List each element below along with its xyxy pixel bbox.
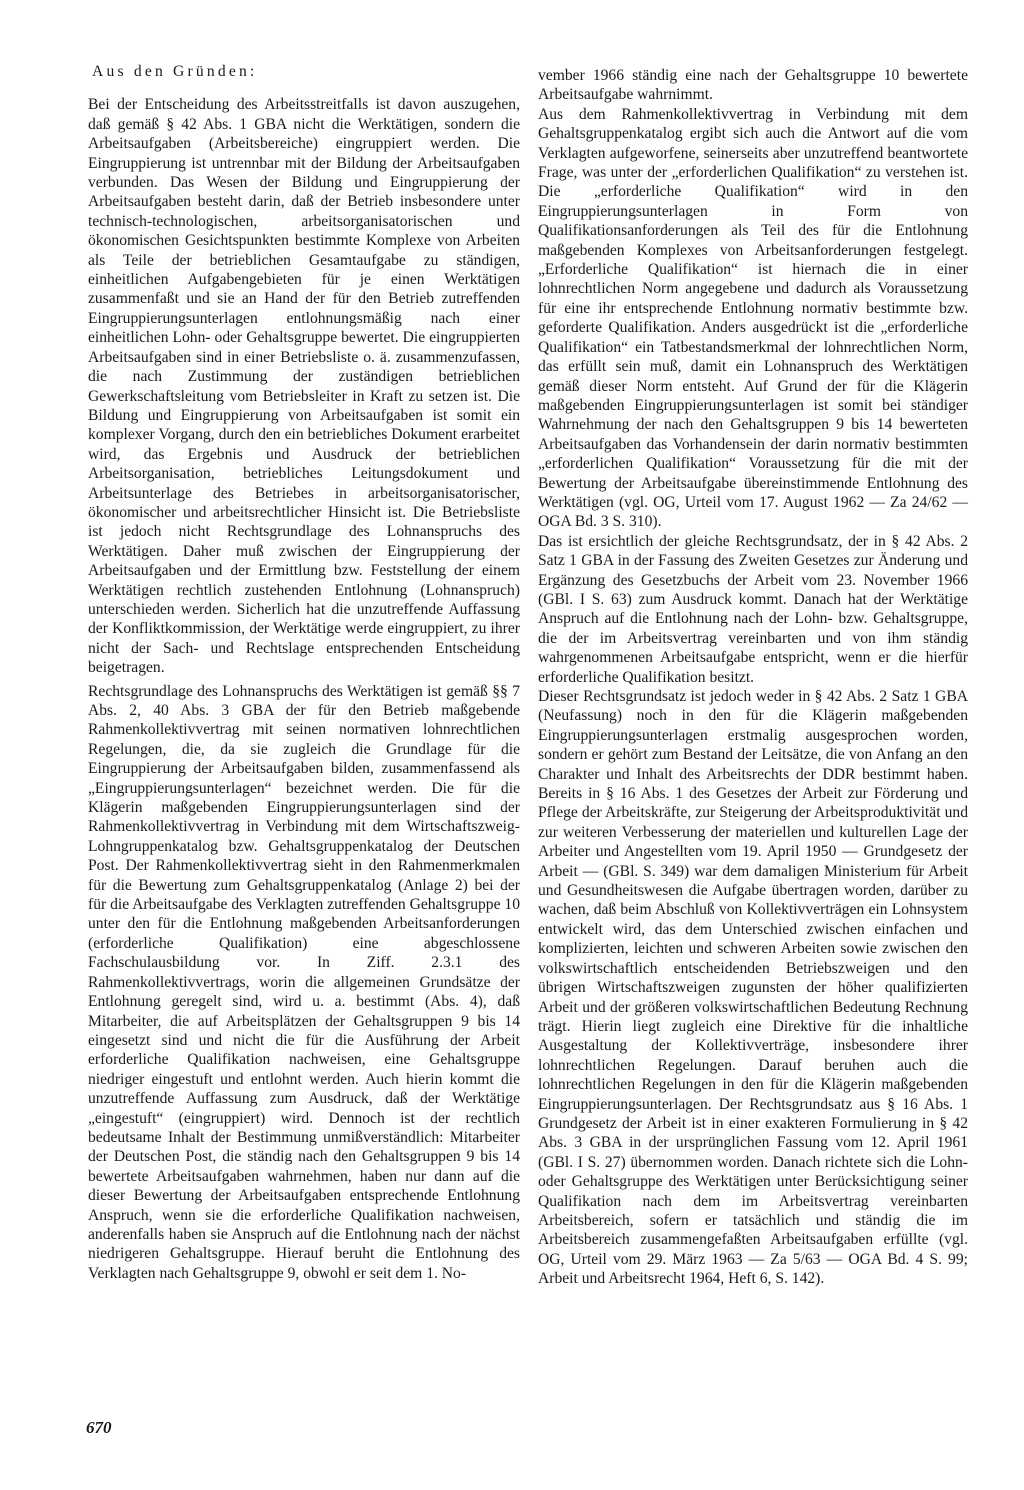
section-heading: Aus den Gründen:	[92, 63, 258, 80]
paragraph: Aus dem Rahmenkollektivvertrag in Verbindung mit dem Gehaltsgruppenkatalog ergibt sich auch die Antwort auf die vom Verklagten aufgeworfene, seinerseits aber unzutreffend beantwortete Frage, was unter der „erforderlichen Qualifikation“ zu verstehen ist. Die „erforderliche Qualifikation“ wird in den Eingruppierungsunterlagen in Form von Qualifikationsanforderungen als Teil des für die Entlohnung maßgebenden Komplexes von Arbeitsanforderungen festgelegt. „Erforderliche Qualifikation“ ist hiernach die in einer lohnrechtlichen Norm angegebene und dadurch als Voraussetzung für eine ihr entsprechende Entlohnung normativ bestimmte bzw. geforderte Qualifikation. Anders ausgedrückt ist die „erforderliche Qualifikation“ ein Tatbestandsmerkmal der lohnrechtlichen Norm, das erfüllt sein muß, damit ein Lohnanspruch des Werktätigen gemäß dieser Norm entsteht. Auf Grund der für die Klägerin maßgebenden Eingruppierungsunterlagen ist somit bei ständiger Wahrnehmung der nach den Gehaltsgruppen 9 bis 14 bewerteten Arbeitsaufgaben das Vorhandensein der darin normativ bestimmten „erforderlichen Qualifikation“ Voraussetzung für die mit der Bewertung der Arbeitsaufgabe übereinstimmende Entlohnung des Werktätigen (vgl. OG, Urteil vom 17. August 1962 — Za 24/62 — OGA Bd. 3 S. 310).	[538, 105, 968, 531]
paragraph: Dieser Rechtsgrundsatz ist jedoch weder in § 42 Abs. 2 Satz 1 GBA (Neufassung) noch in den für die Klägerin maßgebenden Eingruppierungsunterlagen erstmalig ausgesprochen worden, sondern er gehört zum Bestand der Leitsätze, die von Anfang an den Charakter und Inhalt des Arbeitsrechts der DDR bestimmt haben. Bereits in § 16 Abs. 1 des Gesetzes der Arbeit zur Förderung und Pflege der Arbeitskräfte, zur Steigerung der Arbeitsproduktivität und zur weiteren Verbesserung der materiellen und kulturellen Lage der Arbeiter und Angestellten vom 19. April 1950 — Grundgesetz der Arbeit — (GBl. S. 349) war dem damaligen Ministerium für Arbeit und Gesundheitswesen die Aufgabe übertragen worden, darüber zu wachen, daß beim Abschluß von Kollektivverträgen ein Lohnsystem entwickelt wird, das dem Unterschied zwischen einfachen und komplizierten, leichten und schweren Arbeiten sowie zwischen den volkswirtschaftlich entscheidenden Betriebszweigen und den übrigen Wirtschaftszweigen zugunsten der höher qualifizierten Arbeit und der größeren volkswirtschaftlichen Bedeutung Rechnung trägt. Hierin liegt zugleich eine Direktive für die inhaltliche Ausgestaltung der Kollektivverträge, insbesondere ihrer lohnrechtlichen Regelungen. Darauf beruhen auch die lohnrechtlichen Regelungen in den für die Klägerin maßgebenden Eingruppierungsunterlagen. Der Rechtsgrundsatz aus § 16 Abs. 1 Grundgesetz der Arbeit ist in einer exakteren Formulierung in § 42 Abs. 3 GBA in der ursprünglichen Fassung vom 12. April 1961 (GBl. I S. 27) übernommen worden. Danach richtete sich die Lohn- oder Gehaltsgruppe des Werktätigen unter Berücksichtigung seiner Qualifikation nach dem im Arbeitsvertrag vereinbarten Arbeitsbereich, sofern er tatsächlich und ständig die im Arbeitsbereich zusammengefaßten Arbeitsaufgaben erfüllte (vgl. OG, Urteil vom 29. März 1963 — Za 5/63 — OGA Bd. 4 S. 99; Arbeit und Arbeitsrecht 1964, Heft 6, S. 142).	[538, 688, 968, 1288]
paragraph: Rechtsgrundlage des Lohnanspruchs des Werktätigen ist gemäß §§ 7 Abs. 2, 40 Abs. 3 GBA der für den Betrieb maßgebende Rahmenkollektivvertrag mit seinen normativen lohnrechtlichen Regelungen, die, da sie zugleich die Grundlage für die Eingruppierung der Arbeitsaufgaben bilden, zusammenfassend als „Eingruppierungsunterlagen“ bezeichnet werden. Die für die Klägerin maßgebenden Eingruppierungsunterlagen sind der Rahmenkollektivvertrag in Verbindung mit dem Wirtschaftszweig-Lohngruppenkatalog bzw. Gehaltsgruppenkatalog der Deutschen Post. Der Rahmenkollektivvertrag sieht in den Rahmenmerkmalen für die Bewertung zum Gehaltsgruppenkatalog (Anlage 2) bei der für die Arbeitsaufgabe des Verklagten zutreffenden Gehaltsgruppe 10 unter den für die Entlohnung maßgebenden Arbeitsanforderungen (erforderliche Qualifikation) eine abgeschlossene Fachschulausbildung vor. In Ziff. 2.3.1 des Rahmenkollektivvertrags, worin die allgemeinen Grundsätze der Entlohnung geregelt sind, wird u. a. bestimmt (Abs. 4), daß Mitarbeiter, die auf Arbeitsplätzen der Gehaltsgruppen 9 bis 14 eingesetzt sind und nicht die für die Ausführung der Arbeit erforderliche Qualifikation nachweisen, eine Gehaltsgruppe niedriger eingestuft und entlohnt werden. Auch hierin kommt die unzutreffende Auffassung zum Ausdruck, daß der Werktätige „eingestuft“ (eingruppiert) wird. Dennoch ist der rechtlich bedeutsame Inhalt der Bestimmung unmißverständlich: Mitarbeiter der Deutschen Post, die ständig nach den Gehaltsgruppen 9 bis 14 bewertete Arbeitsaufgaben wahrnehmen, haben nur dann auf die dieser Bewertung der Arbeitsaufgaben entsprechende Entlohnung Anspruch, wenn sie die erforderliche Qualifikation nachweisen, anderenfalls haben sie Anspruch auf die Entlohnung nach der nächst niedrigeren Gehaltsgruppe. Hierauf beruht die Entlohnung des Verklagten nach Gehaltsgruppe 9, obwohl er seit dem 1. No-	[88, 682, 520, 1282]
page-number: 670	[86, 1418, 112, 1437]
paragraph: vember 1966 ständig eine nach der Gehaltsgruppe 10 bewertete Arbeitsaufgabe wahrnimmt.	[538, 67, 968, 104]
paragraph: Das ist ersichtlich der gleiche Rechtsgrundsatz, der in § 42 Abs. 2 Satz 1 GBA in der Fassung des Zweiten Gesetzes zur Änderung und Ergänzung des Gesetzbuchs der Arbeit vom 23. November 1966 (GBl. I S. 63) zum Ausdruck kommt. Danach hat der Werktätige Anspruch auf die Entlohnung nach der Lohn- bzw. Gehaltsgruppe, die der im Arbeitsvertrag vereinbarten und von ihm ständig wahrgenommenen Arbeitsaufgabe entspricht, wenn er die hierfür erforderliche Qualifikation besitzt.	[538, 532, 968, 686]
paragraph: Bei der Entscheidung des Arbeitsstreitfalls ist davon auszugehen, daß gemäß § 42 Abs. 1 GBA nicht die Werktätigen, sondern die Arbeitsaufgaben (Arbeitsbereiche) eingruppiert werden. Die Eingruppierung ist untrennbar mit der Bildung der Arbeitsaufgaben verbunden. Das Wesen der Bildung und Eingruppierung der Arbeitsaufgaben besteht darin, daß der Betrieb insbesondere unter technisch-technologischen, arbeitsorganisatorischen und ökonomischen Gesichtspunkten bestimmte Komplexe von Arbeiten als Teile der betrieblichen Gesamtaufgabe zu ständigen, einheitlichen Aufgabengebieten für je einen Werktätigen zusammenfaßt und sie an Hand der für den Betrieb zutreffenden Eingruppierungsunterlagen entlohnungsmäßig nach einer einheitlichen Lohn- oder Gehaltsgruppe bewertet. Die eingruppierten Arbeitsaufgaben sind in einer Betriebsliste o. ä. zusammenzufassen, die nach Zustimmung der zuständigen betrieblichen Gewerkschaftsleitung vom Betriebsleiter in Kraft zu setzen ist. Die Bildung und Eingruppierung von Arbeitsaufgaben ist somit ein komplexer Vorgang, durch den ein betriebliches Dokument erarbeitet wird, das Ergebnis und Ausdruck der betrieblichen Arbeitsorganisation, betriebliches Leitungsdokument und Arbeitsunterlage des Betriebes in arbeitsorganisatorischer, ökonomischer und arbeitsrechtlicher Hinsicht ist. Die Betriebsliste ist jedoch nicht Rechtsgrundlage des Lohnanspruchs des Werktätigen. Daher muß zwischen der Eingruppierung der Arbeitsaufgaben und der Ermittlung bzw. Feststellung der einem Werktätigen rechtlich zustehenden Entlohnung (Lohnanspruch) unterschieden werden. Sicherlich hat die unzutreffende Auffassung der Konfliktkommission, der Werktätige werde eingruppiert, zu ihrer nicht der Sach- und Rechtslage entsprechenden Entscheidung beigetragen.	[88, 96, 520, 677]
left-column	[88, 62, 520, 1283]
right-column	[538, 66, 968, 1289]
